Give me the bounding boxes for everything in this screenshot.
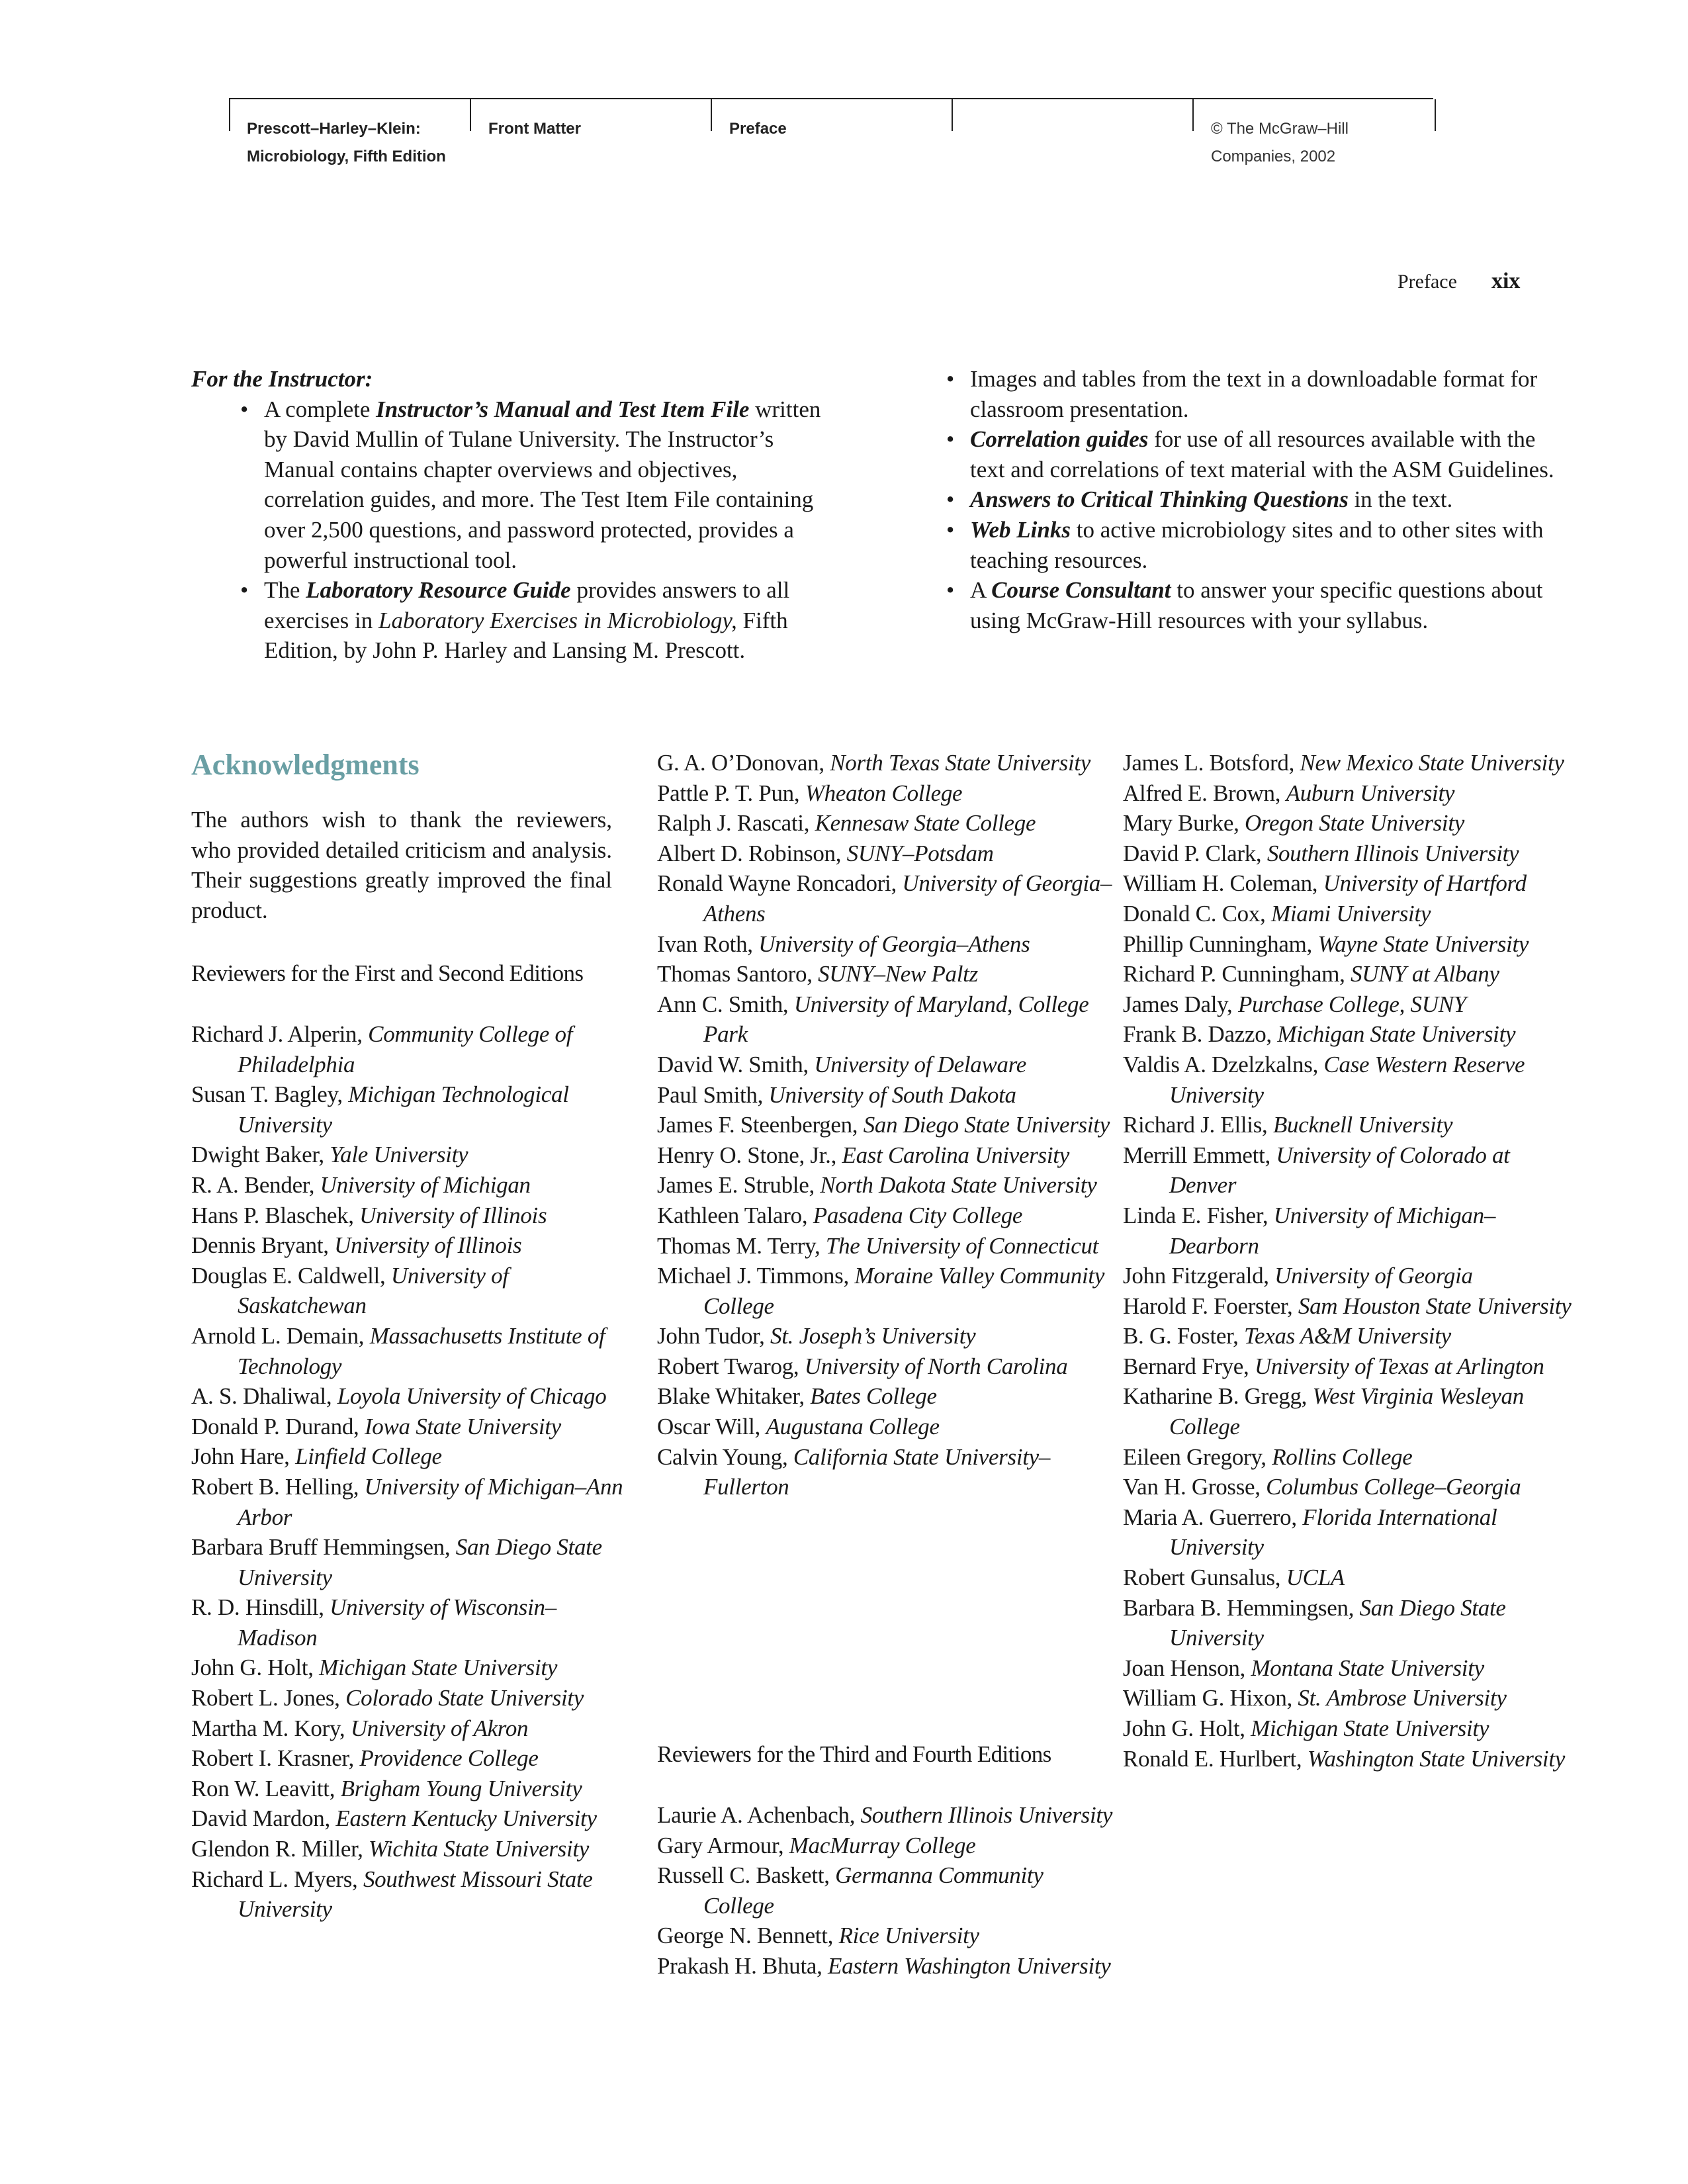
reviewer-entry (657, 808, 1114, 839)
reviewer-institution: Sam Houston State University (1298, 1293, 1572, 1319)
reviewer-entry (191, 1140, 628, 1170)
reviewer-name: Calvin Young, (657, 1443, 793, 1470)
section-title: Acknowledgments (191, 749, 420, 781)
reviewer-entry (657, 748, 1114, 778)
reviewer-name: William G. Hixon, (1123, 1685, 1298, 1711)
reviewer-name: Thomas Santoro, (657, 961, 819, 987)
reviewer-name: Donald P. Durand, (191, 1413, 365, 1439)
reviewer-entry (191, 1653, 628, 1683)
header-cell (952, 99, 1194, 131)
reviewer-institution: Wheaton College (805, 780, 963, 806)
reviewer-institution: East Carolina University (842, 1142, 1069, 1168)
reviewer-name: John Fitzgerald, (1123, 1263, 1275, 1289)
list-item: • The Laboratory Resource Guide provides answers to all exercises in Laboratory Exercises in Microbiology, Fifth Edition, by John P. Harley and Lansing M. Prescott. (240, 575, 836, 666)
reviewer-entry (1123, 1261, 1579, 1291)
page-number: xix (1491, 269, 1521, 293)
reviewer-entry (1123, 839, 1579, 869)
reviewer-institution: Wayne State University (1317, 931, 1529, 957)
reviewer-entry (657, 1261, 1114, 1321)
reviewer-entry (1123, 1713, 1579, 1744)
reviewer-entry (657, 1080, 1114, 1111)
intro-paragraph: The authors wish to thank the reviewers, who provided detailed criticism and analysis. Their suggestions greatly improved the final product. (191, 807, 612, 923)
reviewer-entry (191, 1381, 628, 1412)
reviewer-entry (1123, 959, 1579, 989)
reviewer-institution: University of Akron (350, 1715, 529, 1741)
reviewer-name: B. G. Foster, (1123, 1323, 1245, 1349)
reviewer-entry (657, 778, 1114, 809)
reviewer-institution: Southern Illinois University (1266, 840, 1519, 866)
reviewer-institution: Bates College (810, 1383, 937, 1410)
reviewer-institution: UCLA (1286, 1565, 1345, 1591)
running-header (229, 98, 1433, 165)
reviewer-entry (191, 1412, 628, 1442)
reviewer-entry (1123, 1653, 1579, 1684)
reviewer-institution: Augustana College (766, 1414, 940, 1440)
reviewer-entry (191, 1441, 628, 1472)
reviewer-name: Dwight Baker, (191, 1142, 330, 1168)
acknowledgments-intro (191, 805, 612, 925)
reviewer-name: David P. Clark, (1123, 840, 1267, 866)
reviewer-entry (1123, 1110, 1579, 1140)
reviewer-institution: Moraine Valley Community College (703, 1263, 1105, 1319)
reviewer-institution: Michigan State University (1251, 1715, 1489, 1741)
reviewer-institution: Kennesaw State College (815, 810, 1036, 837)
reviewer-name: Phillip Cunningham, (1123, 931, 1318, 957)
reviewer-entry (1123, 1050, 1579, 1110)
reviewer-name: James F. Steenbergen, (657, 1112, 864, 1138)
reviewer-institution: North Texas State University (830, 750, 1091, 776)
reviewer-institution: University of Texas at Arlington (1254, 1353, 1544, 1379)
reviewer-name: James Daly, (1123, 991, 1238, 1017)
subheading-third-fourth: Reviewers for the Third and Fourth Editions (657, 1741, 1051, 1767)
reviewer-institution: St. Ambrose University (1298, 1685, 1507, 1711)
reviewer-institution: Case Western Reserve University (1169, 1051, 1525, 1108)
reviewer-name: Alfred E. Brown, (1123, 780, 1286, 806)
reviewer-entry (1123, 929, 1579, 960)
reviewer-entry (191, 1713, 628, 1744)
reviewer-institution: Southwest Missouri State University (238, 1866, 593, 1923)
reviewer-name: Arnold L. Demain, (191, 1322, 370, 1349)
reviewer-institution: Wichita State University (369, 1836, 590, 1862)
page-folio (1398, 269, 1520, 294)
reviewer-institution: St. Joseph’s University (770, 1323, 976, 1349)
reviewer-entry (1123, 1140, 1579, 1201)
reviewer-name: Glendon R. Miller, (191, 1836, 369, 1862)
reviewer-name: Ronald Wayne Roncadori, (657, 870, 903, 897)
reviewer-entry (1123, 1351, 1579, 1382)
reviewer-name: David Mardon, (191, 1805, 336, 1832)
reviewer-name: John G. Holt, (1123, 1715, 1251, 1741)
reviewer-name: John Hare, (191, 1443, 296, 1470)
reviewer-name: Paul Smith, (657, 1081, 769, 1108)
reviewer-institution: University of Colorado at Denver (1169, 1142, 1510, 1199)
reviewer-entry (1123, 778, 1579, 809)
reviewer-entry (657, 1921, 1114, 1951)
reviewer-institution: Auburn University (1286, 780, 1455, 806)
reviewer-name: Gary Armour, (657, 1832, 789, 1858)
reviewer-entry (1123, 1321, 1579, 1351)
reviewer-institution: University of Michigan (320, 1171, 531, 1198)
reviewer-name: Albert D. Robinson, (657, 840, 847, 866)
reviewer-entry (191, 1019, 628, 1079)
reviewer-entry (657, 1140, 1114, 1171)
reviewer-name: John Tudor, (657, 1323, 771, 1349)
reviewer-entry (191, 1834, 628, 1864)
reviewer-institution: Linfield College (295, 1443, 442, 1470)
reviewer-entry (657, 1110, 1114, 1140)
reviewer-entry (1123, 868, 1579, 899)
reviewer-entry (191, 1532, 628, 1592)
reviewer-name: Robert Twarog, (657, 1353, 805, 1379)
reviewer-entry (657, 868, 1114, 929)
reviewer-entry (191, 1774, 628, 1804)
reviewer-name: Richard J. Alperin, (191, 1021, 369, 1047)
reviewer-institution: Washington State University (1307, 1745, 1566, 1772)
list-item: • A complete Instructor’s Manual and Test Item File written by David Mullin of Tulane University. The Instructor’s Manual contains chapter overviews and objectives, correlation guides, and more. The Test Item File containing over 2,500 questions, and password protected, provides a powerful instructional tool. (240, 394, 836, 576)
reviewer-name: Merrill Emmett, (1123, 1142, 1276, 1168)
reviewer-entry (657, 1231, 1114, 1261)
reviewer-name: Susan T. Bagley, (191, 1081, 349, 1108)
reviewer-name: G. A. O’Donovan, (657, 750, 830, 776)
reviewer-name: Robert L. Jones, (191, 1685, 346, 1711)
reviewer-name: Valdis A. Dzelzkalns, (1123, 1051, 1324, 1077)
reviewer-entry (191, 1170, 628, 1201)
header-copyright: © The McGraw–Hill Companies, 2002 (1211, 120, 1349, 165)
reviewer-entry (1123, 1442, 1579, 1473)
reviewer-entry (191, 1230, 628, 1261)
reviewer-institution: SUNY–Potsdam (846, 840, 994, 866)
reviewer-institution: University of Georgia–Athens (703, 870, 1112, 927)
list-item: • Answers to Critical Thinking Questions in the text. (946, 484, 1555, 515)
reviewer-institution: University of Michigan–Dearborn (1169, 1202, 1496, 1259)
reviewer-institution: Community College of Philadelphia (238, 1021, 573, 1077)
reviewer-name: Barbara Bruff Hemmingsen, (191, 1534, 456, 1561)
reviewer-institution: Eastern Kentucky University (335, 1805, 597, 1832)
reviewer-entry (657, 1201, 1114, 1231)
reviewer-name: Laurie A. Achenbach, (657, 1802, 861, 1828)
reviewer-institution: Rice University (838, 1923, 979, 1949)
reviewer-name: Van H. Grosse, (1123, 1474, 1266, 1500)
reviewer-name: Pattle P. T. Pun, (657, 780, 805, 806)
reviewer-name: Ivan Roth, (657, 931, 759, 957)
reviewer-institution: SUNY–New Paltz (818, 961, 978, 987)
reviewer-entry (1123, 1381, 1579, 1441)
reviewer-institution: SUNY at Albany (1351, 961, 1499, 987)
reviewer-name: Robert I. Krasner, (191, 1745, 360, 1772)
reviewer-entry (657, 839, 1114, 869)
reviewer-institution: Montana State University (1251, 1655, 1484, 1681)
reviewer-institution: Rollins College (1272, 1443, 1413, 1470)
reviewer-institution: Oregon State University (1245, 810, 1465, 837)
reviewer-entry (1123, 1563, 1579, 1593)
reviewer-name: Richard P. Cunningham, (1123, 961, 1351, 987)
reviewer-name: Oscar Will, (657, 1414, 766, 1440)
reviewer-entry (1123, 1683, 1579, 1713)
reviewer-institution: New Mexico State University (1300, 750, 1564, 776)
reviewer-name: Ralph J. Rascati, (657, 810, 815, 837)
reviewer-institution: University of Illinois (359, 1202, 547, 1228)
reviewer-institution: University of Hartford (1323, 870, 1527, 897)
reviewer-name: George N. Bennett, (657, 1923, 839, 1949)
reviewer-institution: San Diego State University (863, 1112, 1110, 1138)
reviewer-name: Michael J. Timmons, (657, 1263, 855, 1289)
list-item: • Correlation guides for use of all resources available with the text and correlations of text material with the ASM Guidelines. (946, 424, 1555, 484)
reviewer-entry (657, 1860, 1114, 1921)
reviewer-entry (657, 1170, 1114, 1201)
reviewer-entry (657, 1381, 1114, 1412)
reviewers-column-2-continued (657, 1800, 1114, 1981)
instructor-left-column (191, 364, 846, 666)
reviewer-entry (191, 1864, 628, 1925)
reviewer-entry (191, 1472, 628, 1532)
reviewer-name: Prakash H. Bhuta, (657, 1952, 828, 1979)
reviewer-name: Russell C. Baskett, (657, 1862, 836, 1889)
reviewer-institution: Purchase College, SUNY (1237, 991, 1466, 1017)
reviewers-column-3 (1123, 748, 1579, 1774)
reviewer-entry (1123, 899, 1579, 929)
reviewer-name: Kathleen Talaro, (657, 1202, 813, 1228)
reviewer-name: Richard L. Myers, (191, 1866, 363, 1892)
instructor-left-list (240, 394, 836, 666)
reviewer-institution: University of Delaware (814, 1051, 1026, 1077)
reviewer-institution: University of Georgia (1274, 1263, 1473, 1289)
reviewer-name: Maria A. Guerrero, (1123, 1504, 1303, 1530)
reviewer-institution: Iowa State University (364, 1413, 561, 1439)
reviewer-institution: California State University–Fullerton (703, 1443, 1051, 1500)
reviewer-institution: University of Georgia–Athens (758, 931, 1030, 957)
reviewer-entry (1123, 1472, 1579, 1502)
reviewer-entry (191, 1743, 628, 1774)
reviewer-name: R. D. Hinsdill, (191, 1594, 330, 1621)
reviewer-entry (1123, 748, 1579, 778)
reviewer-name: Linda E. Fisher, (1123, 1202, 1274, 1228)
reviewer-name: James L. Botsford, (1123, 750, 1300, 776)
reviewer-entry (657, 1800, 1114, 1831)
reviewer-entry (191, 1321, 628, 1381)
reviewer-name: Eileen Gregory, (1123, 1443, 1272, 1470)
reviewer-name: A. S. Dhaliwal, (191, 1383, 337, 1410)
reviewer-institution: Texas A&M University (1244, 1323, 1451, 1349)
reviewer-name: Hans P. Blaschek, (191, 1202, 360, 1228)
reviewer-entry (657, 1050, 1114, 1080)
list-item: • Web Links to active microbiology sites and to other sites with teaching resources. (946, 515, 1555, 575)
reviewer-name: Blake Whitaker, (657, 1383, 811, 1410)
reviewer-institution: Michigan State University (1277, 1021, 1516, 1048)
reviewer-institution: University of South Dakota (768, 1081, 1016, 1108)
reviewer-entry (1123, 1593, 1579, 1653)
reviewer-entry (1123, 808, 1579, 839)
reviewer-institution: West Virginia Wesleyan College (1169, 1383, 1524, 1440)
reviewer-name: Frank B. Dazzo, (1123, 1021, 1278, 1048)
reviewer-institution: San Diego State University (1169, 1594, 1506, 1651)
reviewer-name: Thomas M. Terry, (657, 1232, 826, 1259)
reviewer-entry (657, 1951, 1114, 1981)
reviewer-institution: The University of Connecticut (825, 1232, 1099, 1259)
reviewers-column-2 (657, 748, 1114, 1502)
instructor-right-list (946, 364, 1555, 635)
folio-section: Preface (1398, 271, 1457, 293)
reviewer-name: Barbara B. Hemmingsen, (1123, 1594, 1360, 1621)
reviewer-institution: Florida International University (1169, 1504, 1497, 1561)
reviewers-column-1 (191, 1019, 628, 1925)
reviewer-name: Dennis Bryant, (191, 1232, 335, 1259)
reviewer-entry (657, 1442, 1114, 1502)
subheading-first-second: Reviewers for the First and Second Editions (191, 960, 584, 986)
reviewer-name: Donald C. Cox, (1123, 900, 1271, 927)
reviewer-entry (1123, 989, 1579, 1020)
instructor-heading: For the Instructor: (191, 366, 373, 392)
reviewer-name: John G. Holt, (191, 1655, 320, 1681)
reviewer-institution: Michigan State University (319, 1655, 558, 1681)
reviewer-name: Katharine B. Gregg, (1123, 1383, 1313, 1410)
reviewer-entry (191, 1201, 628, 1231)
reviewer-name: Robert Gunsalus, (1123, 1565, 1286, 1591)
reviewer-entry (191, 1592, 628, 1653)
reviewer-institution: University of North Carolina (804, 1353, 1068, 1379)
reviewer-institution: Colorado State University (345, 1685, 584, 1711)
reviewer-entry (657, 959, 1114, 989)
reviewer-institution: Loyola University of Chicago (337, 1383, 607, 1410)
reviewer-institution: University of Maryland, College Park (703, 991, 1089, 1048)
reviewer-entry (1123, 1019, 1579, 1050)
reviewer-institution: Michigan Technological University (238, 1081, 569, 1138)
reviewer-institution: Brigham Young University (340, 1775, 582, 1801)
list-item: • Images and tables from the text in a downloadable format for classroom presentation. (946, 364, 1555, 424)
reviewer-entry (657, 1351, 1114, 1382)
reviewer-institution: University of Michigan–Ann Arbor (238, 1473, 623, 1530)
list-item: • A Course Consultant to answer your specific questions about using McGraw-Hill resources with your syllabus. (946, 575, 1555, 635)
reviewer-institution: Bucknell University (1272, 1112, 1453, 1138)
header-chapter: Preface (729, 120, 787, 138)
reviewer-name: Harold F. Foerster, (1123, 1293, 1298, 1319)
reviewer-name: Mary Burke, (1123, 810, 1245, 837)
reviewer-entry (657, 1831, 1114, 1861)
reviewer-name: Henry O. Stone, Jr., (657, 1142, 842, 1168)
reviewer-institution: Southern Illinois University (860, 1802, 1113, 1828)
header-book-title: Prescott–Harley–Klein: Microbiology, Fifth Edition (247, 120, 446, 165)
reviewer-entry (191, 1683, 628, 1713)
reviewer-entry (657, 929, 1114, 960)
reviewer-institution: Miami University (1270, 900, 1431, 927)
reviewer-entry (1123, 1201, 1579, 1261)
reviewer-entry (1123, 1744, 1579, 1774)
reviewer-institution: University of Wisconsin–Madison (238, 1594, 556, 1651)
reviewer-name: Robert B. Helling, (191, 1473, 365, 1500)
reviewer-name: R. A. Bender, (191, 1171, 320, 1198)
reviewer-entry (1123, 1502, 1579, 1563)
reviewer-entry (657, 1321, 1114, 1351)
reviewer-name: William H. Coleman, (1123, 870, 1323, 897)
reviewer-institution: North Dakota State University (820, 1172, 1097, 1199)
reviewer-name: Douglas E. Caldwell, (191, 1262, 391, 1289)
reviewer-name: David W. Smith, (657, 1051, 815, 1077)
reviewer-institution: Providence College (359, 1745, 539, 1772)
reviewer-institution: Pasadena City College (813, 1202, 1023, 1228)
reviewer-entry (657, 989, 1114, 1050)
reviewer-name: Martha M. Kory, (191, 1715, 351, 1741)
reviewer-institution: Germanna Community College (703, 1862, 1044, 1919)
reviewer-institution: MacMurray College (789, 1832, 976, 1858)
reviewer-institution: Eastern Washington University (828, 1952, 1111, 1979)
reviewer-entry (191, 1079, 628, 1140)
reviewer-entry (657, 1412, 1114, 1442)
reviewer-institution: Massachusetts Institute of Technology (238, 1322, 605, 1379)
instructor-right-column (946, 364, 1555, 635)
reviewer-institution: University of Saskatchewan (238, 1262, 509, 1319)
reviewer-entry (1123, 1291, 1579, 1322)
reviewer-name: Joan Henson, (1123, 1655, 1251, 1681)
header-part: Front Matter (488, 120, 581, 138)
reviewer-entry (191, 1261, 628, 1321)
reviewer-entry (191, 1803, 628, 1834)
reviewer-name: Bernard Frye, (1123, 1353, 1255, 1379)
reviewer-name: Ron W. Leavitt, (191, 1775, 341, 1801)
reviewer-institution: University of Illinois (334, 1232, 522, 1259)
reviewer-name: Ann C. Smith, (657, 991, 794, 1017)
reviewer-name: Ronald E. Hurlbert, (1123, 1745, 1308, 1772)
reviewer-institution: Columbus College–Georgia (1266, 1474, 1521, 1500)
reviewer-institution: Yale University (330, 1142, 468, 1168)
reviewer-name: James E. Struble, (657, 1172, 821, 1199)
reviewer-name: Richard J. Ellis, (1123, 1112, 1273, 1138)
reviewer-institution: San Diego State University (238, 1534, 602, 1590)
